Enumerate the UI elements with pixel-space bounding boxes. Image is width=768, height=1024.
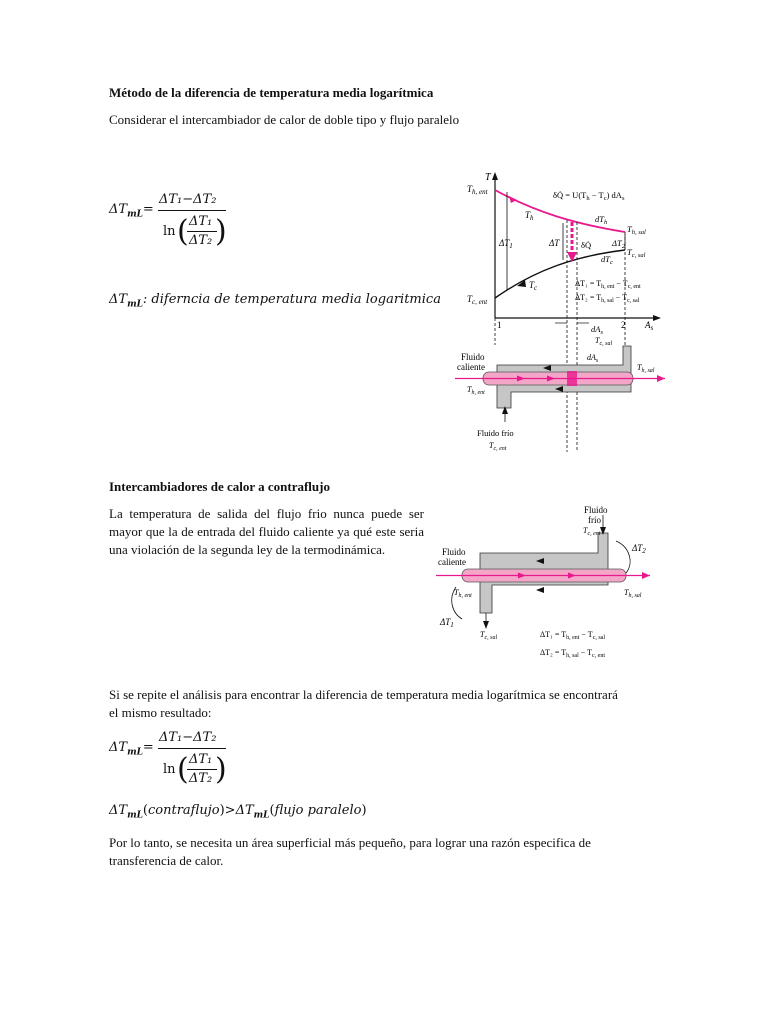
section-title-counterflow: Intercambiadores de calor a contraflujo <box>109 479 330 494</box>
th-sal2-label: $T_{h, sal}$ <box>637 363 655 374</box>
th-sal-label: $T_{h, sal}$ <box>627 224 646 236</box>
comparison-expression: $\Delta T_{mL}(contraflujo)>\Delta T_{mL}(flujo$ paralelo) <box>109 803 367 821</box>
cf-fluido-frio-1: Fluido <box>584 505 608 515</box>
repeat-analysis-paragraph: Si se repite el análisis para encontrar la diferencia de temperatura media logarítmica se encontrará el mismo resultado: <box>109 687 618 720</box>
formula-inner-bar <box>187 231 217 232</box>
comparison-a: ΔT <box>109 803 128 818</box>
formula-paren-left: ( <box>177 214 189 249</box>
counterflow-paragraph: La temperatura de salida del flujo frio nunca puede ser mayor que la de entrada del fluido caliente ya qué este seria una violación de la segunda ley de la termodinámica. <box>109 506 424 557</box>
as-axis-arrow <box>653 315 661 321</box>
comparison-a-arg: contraflujo <box>148 803 220 818</box>
tc-ent-label: $T_{c, ent}$ <box>467 294 488 306</box>
cf-th-ent-label: $T_{h, ent}$ <box>454 588 472 599</box>
t-axis-arrow <box>492 172 498 180</box>
conclusion-paragraph: Por lo tanto, se necesita un área superficial más pequeño, para lograr una razón especifica de transferencia de calor. <box>109 835 591 868</box>
fluido-caliente-label-2: caliente <box>457 362 485 372</box>
formula2-equals: = <box>142 740 154 755</box>
comparison-b-arg: flujo paralelo <box>274 803 362 818</box>
parallel-flow-figure <box>455 160 670 460</box>
comparison-op: > <box>224 803 236 818</box>
formula2-lhs: ΔT <box>109 740 128 755</box>
formula2-inner-denominator: ΔT₂ <box>189 771 213 786</box>
comparison-b-sub: mL <box>253 810 270 821</box>
differential-element <box>567 371 577 386</box>
tc-sal2-label: $T_{c, sal}$ <box>595 336 613 347</box>
dq-label: δQ̇ <box>581 240 592 250</box>
th-label: $T_h$ <box>525 210 534 222</box>
formula-ln: ln <box>163 224 176 239</box>
as-label: $A_s$ <box>645 320 654 332</box>
cf-eq1-label: $\Delta T_1 = T_{h, ent} - T_{c, sal}$ <box>540 630 606 641</box>
x2-label: 2 <box>621 320 626 330</box>
lmtd-definition <box>109 292 441 310</box>
hot-curve-arrow <box>509 196 517 203</box>
th-ent2-label: $T_{h, ent}$ <box>467 385 485 396</box>
formula-inner-numerator: ΔT₁ <box>189 214 213 229</box>
formula-fraction-bar <box>158 210 226 211</box>
formula2-lhs-sub: mL <box>127 747 143 758</box>
dq-equation: δQ̇ = $U(T_h - T_c)$ $dA_s$ <box>553 190 625 202</box>
tc-ent2-label: $T_{c, ent}$ <box>489 441 507 452</box>
cf-dt2-label: $\Delta T_2$ <box>632 543 646 555</box>
formula2-fraction-bar <box>158 748 226 749</box>
fluido-frio-label: Fluido frío <box>477 428 514 438</box>
das2-label: $dA_s$ <box>587 353 599 364</box>
formula-lhs-sub: mL <box>127 209 143 220</box>
dt2-label: $\Delta T_2$ <box>612 238 625 250</box>
dtc-label: $dT_c$ <box>601 254 613 266</box>
formula-numerator: ΔT₁−ΔT₂ <box>159 192 217 207</box>
dt1-label: $\Delta T_1$ <box>499 238 513 250</box>
formula-paren-right: ) <box>215 214 227 249</box>
formula2-paren-left: ( <box>177 752 189 787</box>
cf-dt1-label: $\Delta T_1$ <box>440 617 454 629</box>
das-label: $dA_s$ <box>591 324 603 336</box>
cf-fluido-caliente-1: Fluido <box>442 547 466 557</box>
cf-eq2-label: $\Delta T_2 = T_{h, sal} - T_{c, ent}$ <box>540 648 606 659</box>
fluido-caliente-label-1: Fluido <box>461 352 485 362</box>
counterflow-figure <box>436 503 656 663</box>
formula2-inner-numerator: ΔT₁ <box>189 752 213 767</box>
eq1-label: $\Delta T_1 = T_{h, ent} - T_{c, ent}$ <box>575 279 641 290</box>
dth-label: $dT_h$ <box>595 214 608 226</box>
formula2-paren-right: ) <box>215 752 227 787</box>
definition-text: : diferncia de temperatura media logaritmica <box>142 292 441 307</box>
cf-fluido-frio-2: frío <box>588 515 601 525</box>
lmtd-formula <box>109 188 239 258</box>
cf-tc-ent-label: $T_{c, ent}$ <box>583 526 601 537</box>
formula-equals: = <box>142 202 154 217</box>
intro-text: Considerar el intercambiador de calor de doble tipo y flujo paralelo <box>109 112 460 127</box>
tc-label: $T_c$ <box>529 280 538 292</box>
definition-lhs: ΔT <box>109 292 128 307</box>
formula-lhs: ΔT <box>109 202 128 217</box>
formula2-numerator: ΔT₁−ΔT₂ <box>159 730 217 745</box>
cf-fluido-caliente-2: caliente <box>438 557 466 567</box>
x1-label: 1 <box>497 320 502 330</box>
definition-sub: mL <box>127 299 143 310</box>
heat-flow-arrowhead <box>567 252 577 262</box>
formula2-ln: ln <box>163 762 176 777</box>
cf-th-sal-label: $T_{h, sal}$ <box>624 588 642 599</box>
section-title-lmtd: Método de la diferencia de temperatura media logarítmica <box>109 85 434 100</box>
th-ent-label: $T_{h, ent}$ <box>467 184 488 196</box>
lmtd-formula-2 <box>109 726 239 796</box>
axis-t-label: T <box>485 172 491 183</box>
formula-inner-denominator: ΔT₂ <box>189 233 213 248</box>
comparison-a-sub: mL <box>127 810 143 821</box>
cf-tc-sal-label: $T_{c, sal}$ <box>480 630 498 641</box>
eq2-label: $\Delta T_2 = T_{h, sal} - T_{c, sal}$ <box>575 293 640 304</box>
formula2-inner-bar <box>187 769 217 770</box>
cf-dt2-arc <box>616 541 630 573</box>
comparison-b: ΔT <box>235 803 254 818</box>
dt-label: ΔT <box>549 238 560 248</box>
tc-sal-label: $T_{c, sal}$ <box>627 247 646 259</box>
